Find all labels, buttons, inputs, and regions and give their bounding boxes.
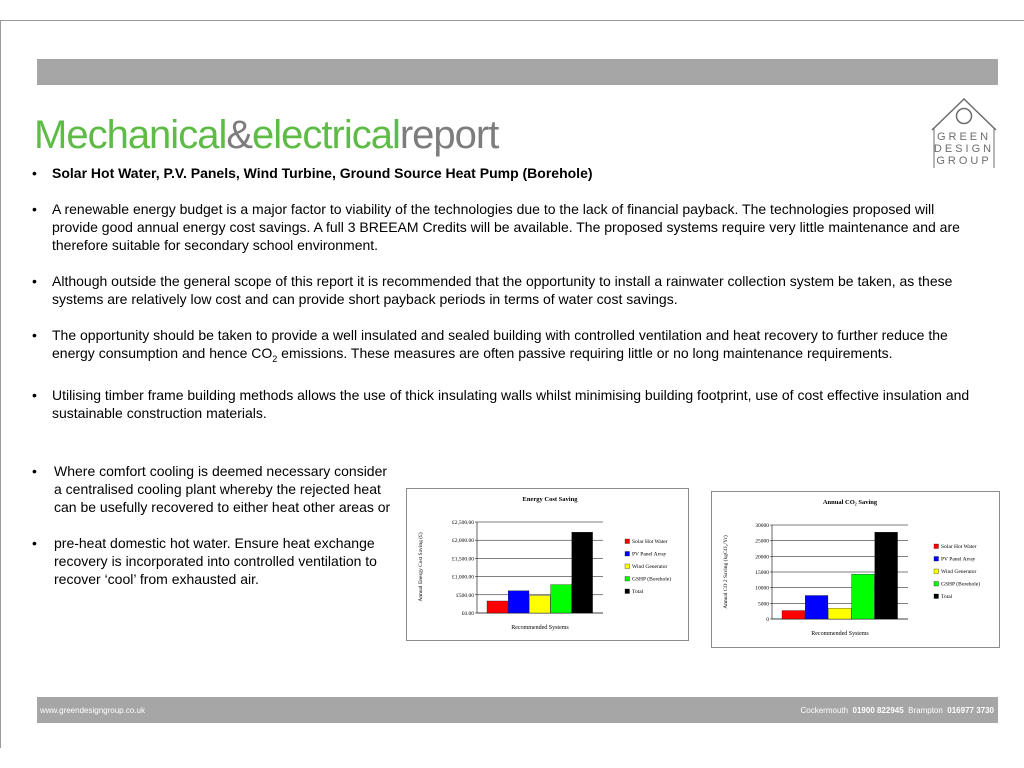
co2-subscript: 2 (272, 353, 278, 364)
chart-legend-label: PV Panel Array (941, 556, 976, 563)
chart-bar-gshp-borehole (551, 585, 572, 613)
chart-y-tick-label: 15000 (755, 570, 769, 576)
secondary-bullet-list (32, 462, 392, 606)
title-electrical: electrical (252, 113, 400, 157)
chart-y-tick-label: 0 (766, 617, 769, 623)
chart-bar-gshp-borehole (852, 574, 875, 619)
chart-legend-label: Wind Generator (941, 569, 977, 575)
title-report: report (399, 113, 499, 157)
chart-legend-swatch (625, 577, 630, 582)
chart-x-axis-label: Recommended Systems (811, 631, 869, 637)
chart-x-axis-label: Recommended Systems (511, 625, 569, 631)
chart-y-tick-label: 20000 (755, 554, 769, 561)
chart-bar-wind-generator (828, 608, 851, 619)
bullet-text: Although outside the general scope of this report it is recommended that the opportunity to install a rainwater collection system be taken, as these systems are relatively low cost and can provide short payback periods in terms of water cost savings. (52, 273, 953, 307)
footer-location-1: Cockermouth (800, 706, 849, 715)
bullet-item (32, 164, 982, 182)
chart-legend-label: Solar Hot Water (632, 539, 668, 545)
chart-legend-label: GSHP (Borehole) (941, 581, 981, 588)
chart-legend-label: Total (941, 594, 953, 600)
logo-text-group: GROUP (936, 155, 992, 167)
footer-phone-2: 016977 3730 (947, 706, 994, 715)
chart-y-tick-label: £2,000.00 (452, 538, 474, 545)
chart-legend-swatch (934, 544, 939, 549)
chart-bar-total (572, 532, 593, 613)
bullet-item (32, 272, 982, 308)
chart-y-tick-label: 30000 (755, 523, 769, 529)
chart-y-tick-label: £1,500.00 (452, 556, 474, 563)
energy-cost-chart-svg (407, 489, 688, 640)
page-top-border (0, 20, 1024, 21)
page-title (34, 111, 498, 159)
chart-bar-solar-hot-water (782, 611, 805, 619)
bullet-text: Where comfort cooling is deemed necessary consider a centralised cooling plant whereby the rejected heat can be usefully recovered to either heat other areas or (54, 463, 391, 515)
chart-y-tick-label: £1,000.00 (452, 574, 474, 581)
bullet-dot: • (32, 386, 37, 403)
chart-legend-swatch (625, 589, 630, 594)
chart-legend-swatch (934, 582, 939, 587)
footer-phone-1: 01900 822945 (852, 706, 904, 715)
chart-legend-swatch (934, 569, 939, 574)
chart-legend-swatch (625, 552, 630, 557)
bullet-text: A renewable energy budget is a major factor to viability of the technologies due to the lack of financial payback. The technologies proposed will provide good annual energy cost savings. A full 3 BREEAM Credits will be available. The proposed systems require very little maintenance and are therefore suitable for secondary school environment. (52, 201, 960, 253)
annual-co2-saving-chart (711, 491, 1000, 648)
bullet-text-part1: The opportunity should be taken to provide a well insulated and sealed building with controlled ventilation and heat recovery to further reduce the energy consumption and hence CO (52, 327, 948, 361)
logo-roof (932, 99, 996, 130)
chart-legend-label: PV Panel Array (632, 551, 667, 558)
header-band (37, 59, 998, 85)
footer-contacts (800, 706, 994, 715)
chart-legend-swatch (934, 557, 939, 562)
title-mechanical: Mechanical (34, 113, 227, 157)
chart-title: Energy Cost Saving (522, 496, 578, 503)
chart-title: Annual CO₂ Saving (822, 499, 878, 506)
footer-band (37, 697, 998, 723)
logo-circle (957, 109, 972, 124)
chart-y-tick-label: 25000 (755, 538, 769, 545)
bullet-item (32, 326, 982, 368)
energy-cost-saving-chart (406, 488, 689, 641)
chart-legend-swatch (625, 564, 630, 569)
chart-y-tick-label: £500.00 (456, 592, 474, 599)
chart-y-axis-label: Annual CO 2 Saving (kgCO₂/Yr) (723, 535, 729, 609)
chart-y-tick-label: £0.00 (461, 611, 474, 617)
chart-bar-total (875, 532, 898, 619)
chart-bar-pv-panel-array (508, 591, 529, 613)
bullet-item (32, 386, 982, 422)
bullet-text-part2: emissions. These measures are often passive requiring little or no long maintenance requirements. (277, 345, 893, 361)
bullet-item (32, 534, 392, 588)
chart-y-axis-label: Annual Energy Cost Saving (£) (418, 532, 424, 602)
chart-legend-swatch (625, 539, 630, 544)
bullet-dot: • (32, 273, 37, 289)
chart-bar-wind-generator (529, 596, 550, 613)
footer-website-link[interactable]: www.greendesigngroup.co.uk (40, 706, 145, 715)
chart-y-tick-label: 10000 (755, 585, 769, 592)
logo-text-design: DESIGN (933, 143, 995, 155)
bullet-text: Utilising timber frame building methods allows the use of thick insulating walls whilst minimising building footprint, use of cost effective insulation and sustainable construction materials. (52, 386, 970, 421)
title-ampersand: & (226, 113, 253, 157)
bullet-dot: • (32, 201, 37, 217)
bullet-dot: • (32, 535, 37, 551)
chart-y-tick-label: 5000 (758, 601, 769, 608)
chart-legend-label: Solar Hot Water (941, 544, 977, 550)
bullet-dot: • (32, 327, 37, 343)
bullet-dot: • (32, 165, 37, 181)
chart-legend-label: Wind Generator (632, 564, 668, 570)
bullet-item (32, 200, 982, 254)
bullet-text (52, 327, 948, 364)
green-design-group-logo (928, 96, 1000, 170)
logo-text-green: GREEN (936, 131, 992, 143)
bullet-item (32, 462, 392, 516)
chart-legend-swatch (934, 594, 939, 599)
chart-bar-pv-panel-array (805, 596, 828, 620)
co2-chart-svg (712, 492, 999, 647)
bullet-dot: • (32, 463, 37, 479)
chart-y-tick-label: £2,500.00 (452, 520, 474, 526)
bullet-text: Solar Hot Water, P.V. Panels, Wind Turbine, Ground Source Heat Pump (Borehole) (52, 165, 593, 181)
footer-location-2: Brampton (908, 706, 943, 715)
chart-legend-label: Total (632, 589, 644, 595)
page-left-border (0, 20, 1, 748)
chart-legend-label: GSHP (Borehole) (632, 576, 672, 583)
main-bullet-list (32, 164, 982, 440)
chart-bar-solar-hot-water (487, 601, 508, 613)
bullet-text: pre-heat domestic hot water. Ensure heat exchange recovery is incorporated into controlled ventilation to recover ‘cool’ from exhausted air. (54, 535, 377, 587)
